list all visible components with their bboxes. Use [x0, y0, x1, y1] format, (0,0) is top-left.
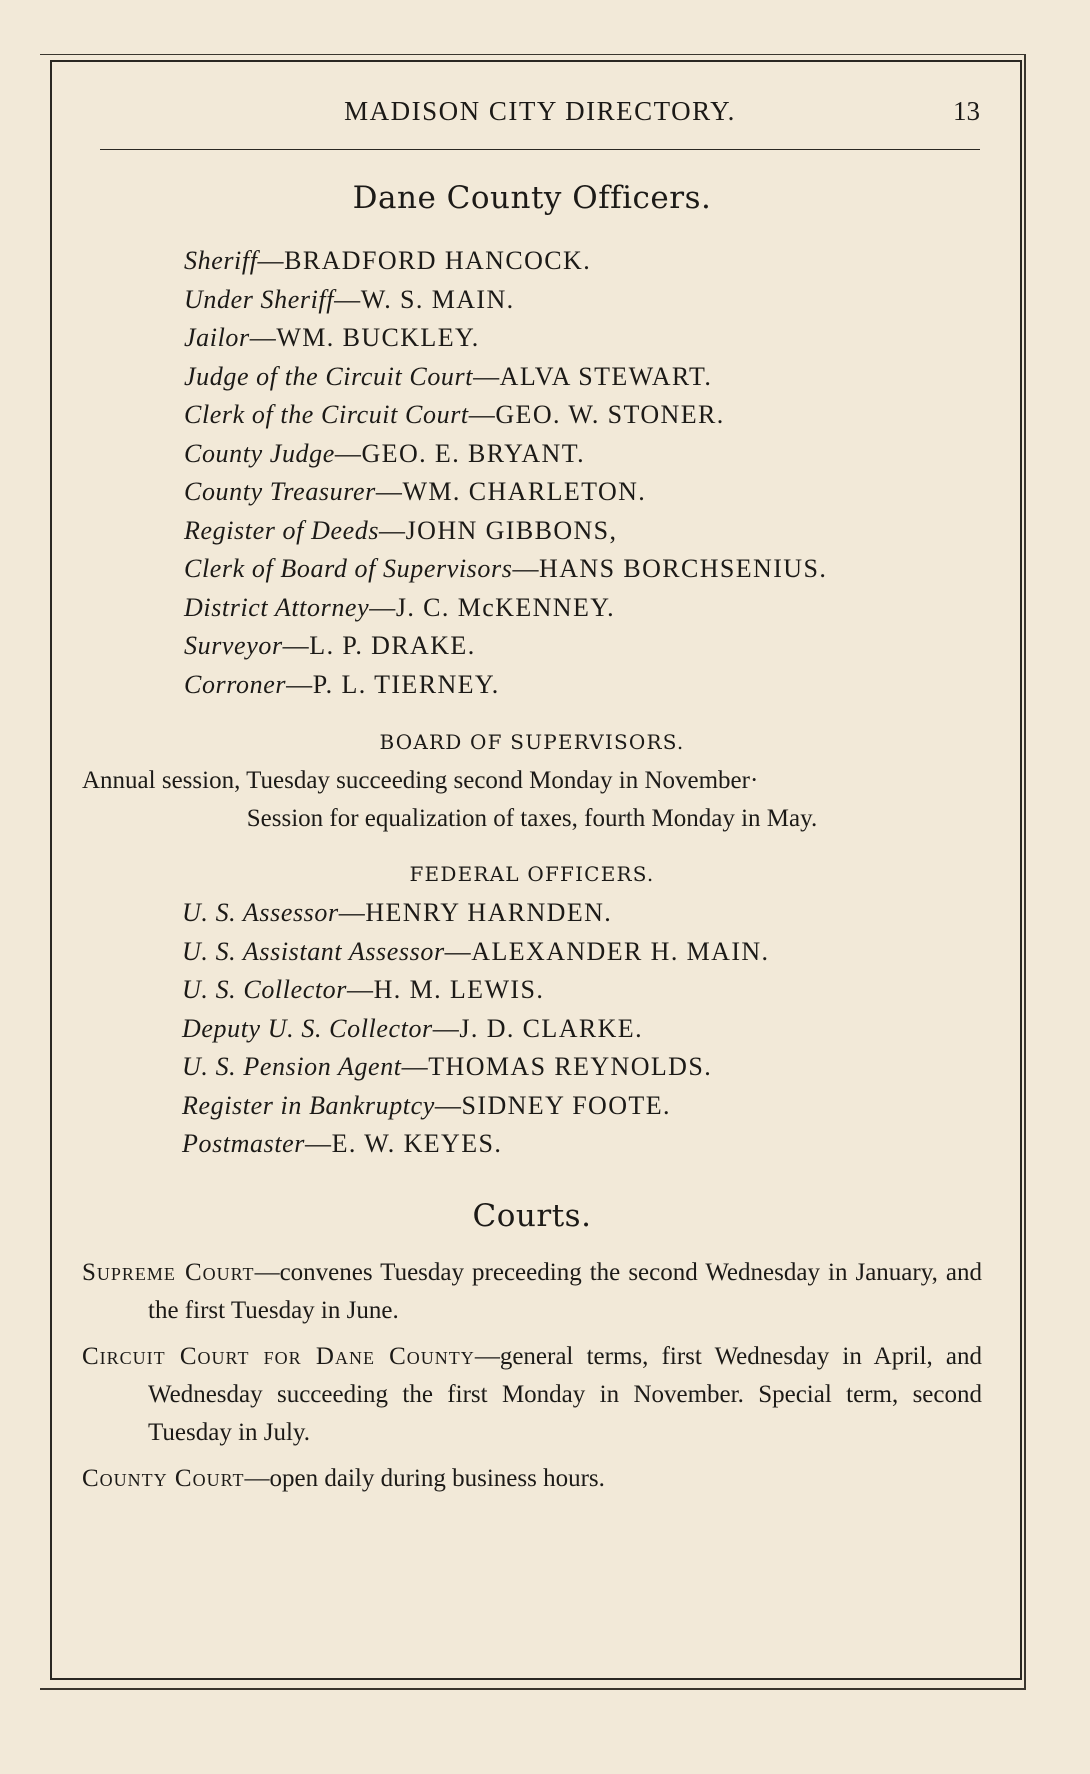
officer-entry: Deputy U. S. Collector—J. D. CLARKE.	[182, 1013, 643, 1043]
outer-frame-top-rule	[40, 54, 1024, 55]
officer-entry: Corroner—P. L. TIERNEY.	[184, 669, 500, 699]
header-rule	[100, 149, 980, 150]
officer-entry: Judge of the Circuit Court—ALVA STEWART.	[184, 361, 713, 391]
officer-entry: U. S. Assessor—HENRY HARNDEN.	[182, 898, 613, 927]
outer-frame-bottom-rule	[40, 1688, 1024, 1690]
board-session-line: Annual session, Tuesday succeeding second Monday in November·	[82, 767, 759, 794]
officer-entry: Sheriff—BRADFORD HANCOCK.	[184, 246, 592, 275]
officer-entry: Under Sheriff—W. S. MAIN.	[184, 284, 515, 314]
officer-entry: District Attorney—J. C. McKENNEY.	[184, 592, 615, 622]
officer-entry: U. S. Assistant Assessor—ALEXANDER H. MAIN.	[182, 936, 770, 966]
officer-entry: Postmaster—E. W. KEYES.	[182, 1129, 503, 1158]
running-title: MADISON CITY DIRECTORY.	[344, 96, 736, 126]
officer-entry: County Treasurer—WM. CHARLETON.	[184, 477, 647, 506]
courts-heading: Courts.	[472, 1197, 592, 1234]
court-entry-supreme: Supreme Court—convenes Tuesday preceeding the second Wednesday in January, and the first Tuesday in June.	[82, 1258, 982, 1324]
board-of-supervisors-heading: BOARD OF SUPERVISORS.	[379, 730, 685, 754]
officer-entry: Register of Deeds—JOHN GIBBONS,	[184, 515, 618, 545]
court-entry-county: County Court—open daily during business hours.	[82, 1464, 605, 1492]
officer-entry: Clerk of the Circuit Court—GEO. W. STONER.	[184, 400, 725, 429]
officer-entry: Register in Bankruptcy—SIDNEY FOOTE.	[182, 1090, 671, 1120]
officer-entry: Jailor—WM. BUCKLEY.	[184, 323, 480, 352]
page-number: 13	[953, 96, 980, 126]
dane-county-heading: Dane County Officers.	[352, 180, 712, 216]
officer-entry: County Judge—GEO. E. BRYANT.	[184, 438, 585, 468]
board-equalization-line: Session for equalization of taxes, fourth Monday in May.	[246, 805, 818, 832]
officer-entry: U. S. Collector—H. M. LEWIS.	[182, 975, 545, 1004]
officer-entry: U. S. Pension Agent—THOMAS REYNOLDS.	[182, 1052, 713, 1081]
federal-officer-list	[182, 894, 982, 1164]
dane-county-officer-list	[184, 242, 982, 704]
running-head	[100, 92, 980, 132]
page-content	[82, 180, 982, 1506]
officer-entry: Clerk of Board of Supervisors—HANS BORCHSENIUS.	[184, 554, 828, 583]
federal-officers-heading: FEDERAL OFFICERS.	[409, 862, 655, 886]
officer-entry: Surveyor—L. P. DRAKE.	[184, 631, 476, 660]
court-entry-circuit: Circuit Court for Dane County—general terms, first Wednesday in April, and Wednesday succeeding the first Monday in November. Special term, second Tuesday in July.	[82, 1342, 982, 1446]
outer-frame-right-rule	[1024, 54, 1026, 1690]
